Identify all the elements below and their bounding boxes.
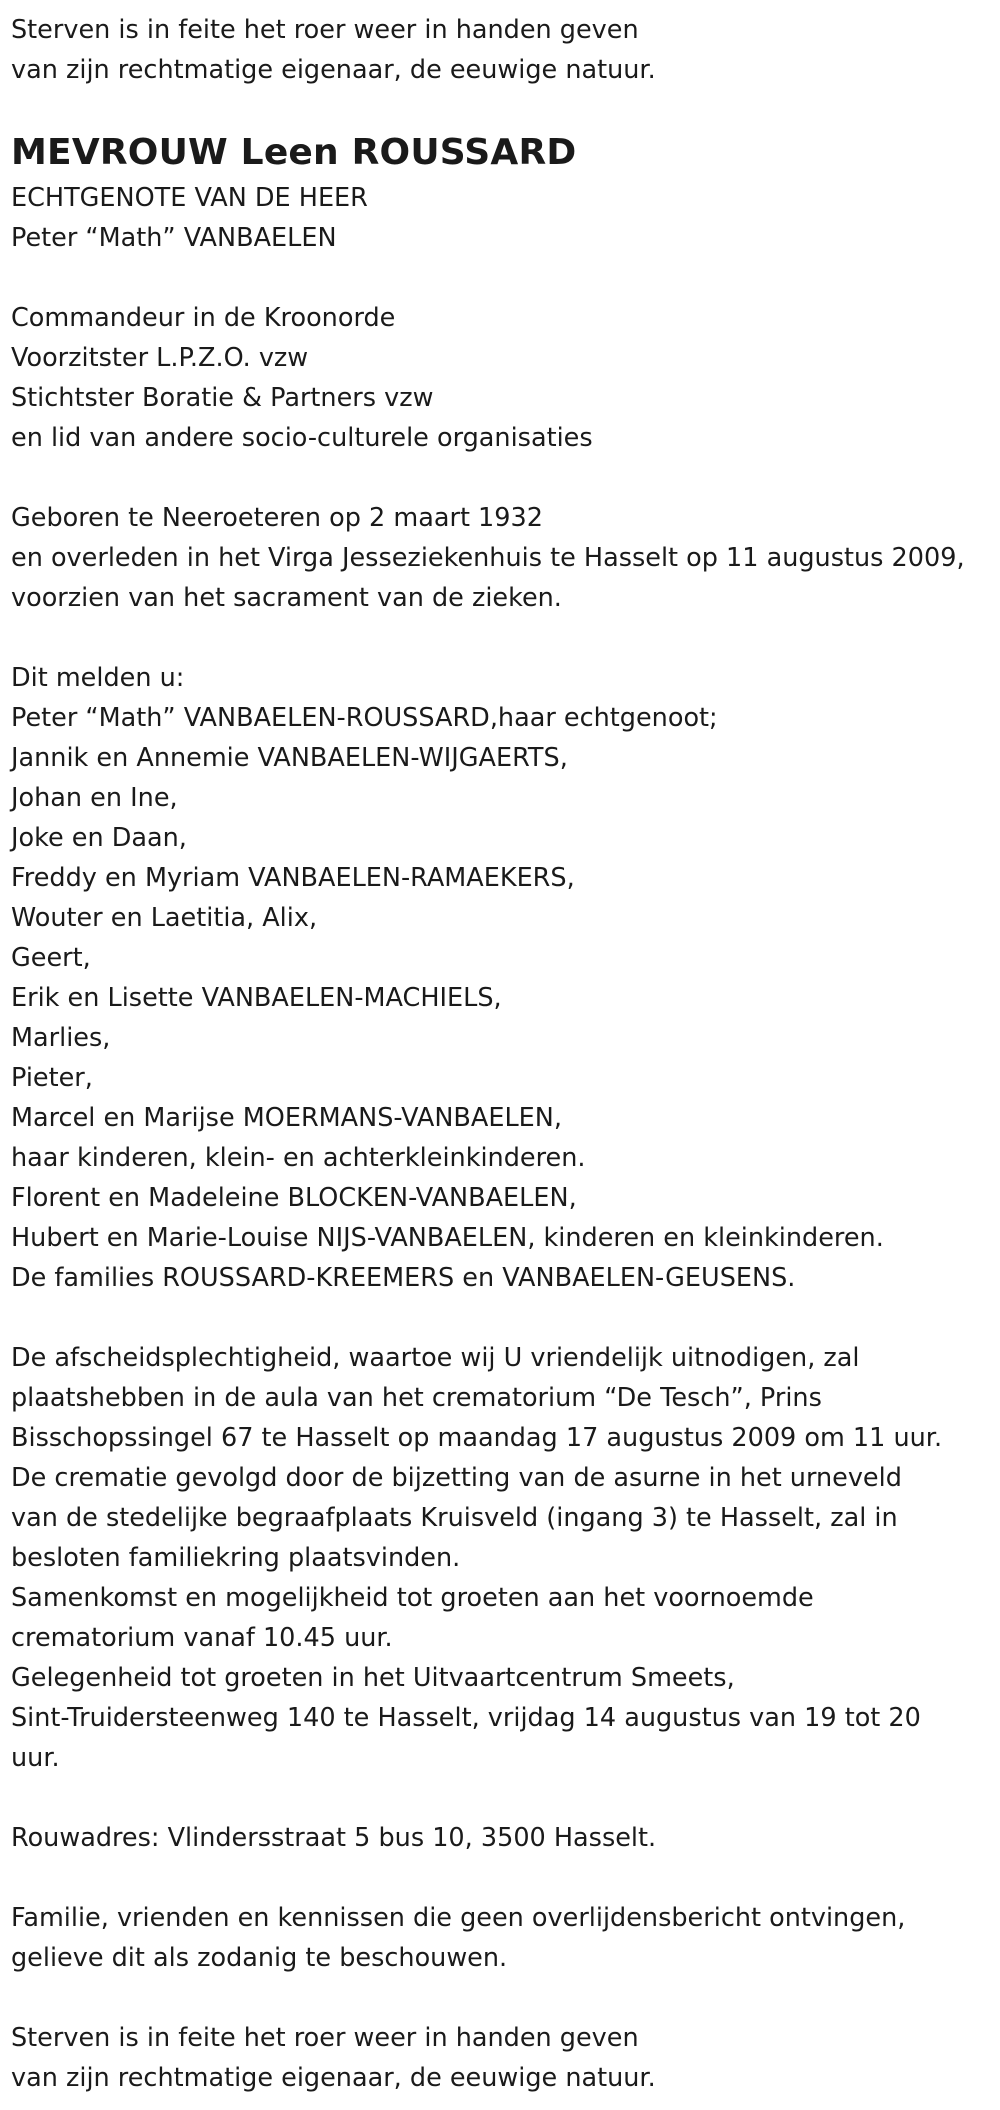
text-line: ECHTGENOTE VAN DE HEER bbox=[11, 183, 368, 213]
text-line: Stichtster Boratie & Partners vzw bbox=[11, 383, 434, 413]
text-line: haar kinderen, klein- en achterkleinkinderen. bbox=[11, 1143, 586, 1173]
text-line: Rouwadres: Vlindersstraat 5 bus 10, 3500 Hasselt. bbox=[11, 1823, 657, 1853]
text-line: Sint-Truidersteenweg 140 te Hasselt, vrijdag 14 augustus van 19 tot 20 bbox=[11, 1703, 921, 1733]
notice-block bbox=[11, 1898, 1000, 1978]
text-line: Pieter, bbox=[11, 1063, 93, 1093]
text-line: Bisschopssingel 67 te Hasselt op maandag 17 augustus 2009 om 11 uur. bbox=[11, 1423, 943, 1453]
text-line: plaatshebben in de aula van het crematorium “De Tesch”, Prins bbox=[11, 1383, 822, 1413]
text-line: Geboren te Neeroeteren op 2 maart 1932 bbox=[11, 503, 543, 533]
text-line: besloten familiekring plaatsvinden. bbox=[11, 1543, 461, 1573]
spacer bbox=[11, 1978, 1000, 2018]
text-line: Peter “Math” VANBAELEN-ROUSSARD,haar echtgenoot; bbox=[11, 703, 718, 733]
text-line: Jannik en Annemie VANBAELEN-WIJGAERTS, bbox=[11, 743, 568, 773]
text-line: Dit melden u: bbox=[11, 663, 185, 693]
text-line: Geert, bbox=[11, 943, 91, 973]
text-line: Hubert en Marie-Louise NIJS-VANBAELEN, kinderen en kleinkinderen. bbox=[11, 1223, 884, 1253]
text-line: en overleden in het Virga Jesseziekenhuis te Hasselt op 11 augustus 2009, bbox=[11, 543, 965, 573]
text-line: Familie, vrienden en kennissen die geen overlijdensbericht ontvingen, bbox=[11, 1903, 906, 1933]
spacer bbox=[11, 458, 1000, 498]
motto-top bbox=[11, 10, 1000, 90]
text-line: van de stedelijke begraafplaats Kruisveld (ingang 3) te Hasselt, zal in bbox=[11, 1503, 898, 1533]
ceremony-block bbox=[11, 1338, 1000, 1778]
text-line: Florent en Madeleine BLOCKEN-VANBAELEN, bbox=[11, 1183, 577, 1213]
text-line: uur. bbox=[11, 1743, 60, 1773]
spacer bbox=[11, 1858, 1000, 1898]
spacer bbox=[11, 258, 1000, 298]
text-line: Joke en Daan, bbox=[11, 823, 187, 853]
spacer bbox=[11, 1778, 1000, 1818]
text-line: Johan en Ine, bbox=[11, 783, 178, 813]
spacer bbox=[11, 618, 1000, 658]
text-line: en lid van andere socio-culturele organisaties bbox=[11, 423, 593, 453]
text-line: gelieve dit als zodanig te beschouwen. bbox=[11, 1943, 508, 1973]
motto-bottom bbox=[11, 2018, 1000, 2098]
text-line: Marcel en Marijse MOERMANS-VANBAELEN, bbox=[11, 1103, 562, 1133]
address-block bbox=[11, 1818, 1000, 1858]
text-line: De families ROUSSARD-KREEMERS en VANBAELEN-GEUSENS. bbox=[11, 1263, 796, 1293]
spouse-block bbox=[11, 178, 1000, 258]
titles-block bbox=[11, 298, 1000, 458]
text-line: Sterven is in feite het roer weer in handen geven bbox=[11, 2023, 639, 2053]
text-line: voorzien van het sacrament van de zieken. bbox=[11, 583, 562, 613]
text-line: Voorzitster L.P.Z.O. vzw bbox=[11, 343, 309, 373]
text-line: crematorium vanaf 10.45 uur. bbox=[11, 1623, 393, 1653]
text-line: Peter “Math” VANBAELEN bbox=[11, 223, 337, 253]
text-line: van zijn rechtmatige eigenaar, de eeuwige natuur. bbox=[11, 2063, 656, 2093]
text-line: Freddy en Myriam VANBAELEN-RAMAEKERS, bbox=[11, 863, 575, 893]
text-line: Marlies, bbox=[11, 1023, 111, 1053]
family-block bbox=[11, 658, 1000, 1298]
birth-death-block bbox=[11, 498, 1000, 618]
text-line: Erik en Lisette VANBAELEN-MACHIELS, bbox=[11, 983, 502, 1013]
text-line: De afscheidsplechtigheid, waartoe wij U vriendelijk uitnodigen, zal bbox=[11, 1343, 860, 1373]
text-line: Gelegenheid tot groeten in het Uitvaartcentrum Smeets, bbox=[11, 1663, 735, 1693]
text-line: Commandeur in de Kroonorde bbox=[11, 303, 396, 333]
text-line: Samenkomst en mogelijkheid tot groeten aan het voornoemde bbox=[11, 1583, 814, 1613]
deceased-name-title: MEVROUW Leen ROUSSARD bbox=[11, 132, 577, 173]
text-line: Sterven is in feite het roer weer in handen geven bbox=[11, 15, 639, 45]
spacer bbox=[11, 1298, 1000, 1338]
text-line: De crematie gevolgd door de bijzetting van de asurne in het urneveld bbox=[11, 1463, 902, 1493]
text-line: Wouter en Laetitia, Alix, bbox=[11, 903, 318, 933]
text-line: van zijn rechtmatige eigenaar, de eeuwige natuur. bbox=[11, 55, 656, 85]
